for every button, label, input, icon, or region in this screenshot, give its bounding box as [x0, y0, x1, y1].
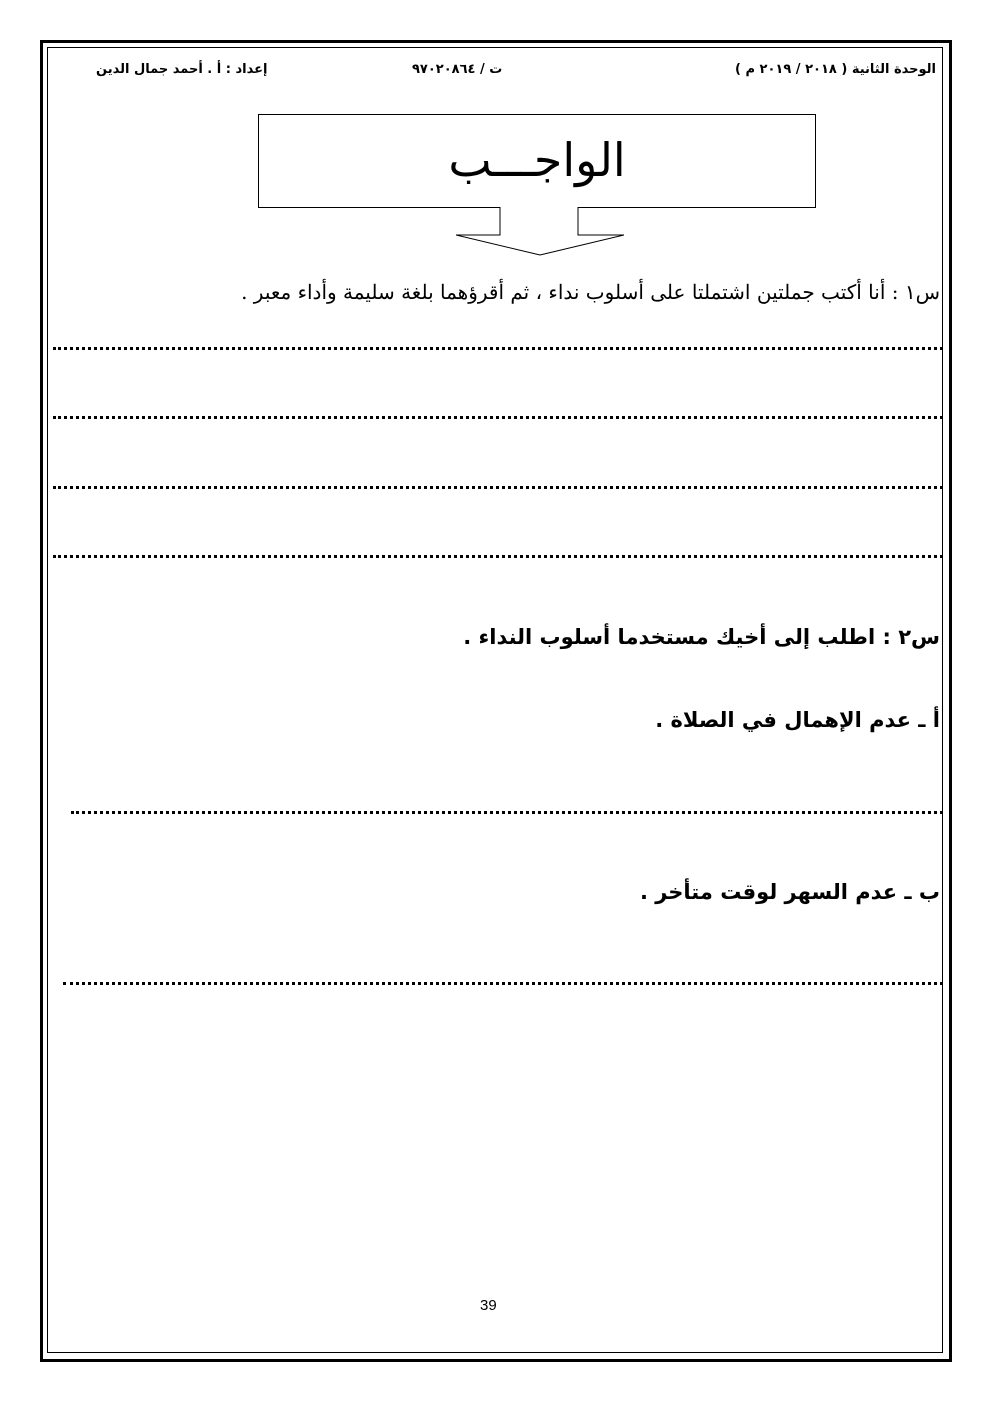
title-box: [258, 114, 816, 208]
answer-line[interactable]: [63, 982, 943, 985]
answer-line[interactable]: [53, 347, 943, 350]
question-2: س٢ : اطلب إلى أخيك مستخدما أسلوب النداء .: [463, 625, 940, 649]
question-1: س١ : أنا أكتب جملتين اشتملتا على أسلوب نداء ، ثم أقرؤهما بلغة سليمة وأداء معبر .: [241, 280, 940, 304]
answer-line[interactable]: [53, 555, 943, 558]
header-unit: الوحدة الثانية ( ٢٠١٨ / ٢٠١٩ م ): [734, 62, 936, 77]
down-arrow-icon: [456, 207, 624, 257]
header-author: إعداد : أ . أحمد جمال الدين: [96, 62, 268, 77]
question-2-part-b: ب ـ عدم السهر لوقت متأخر .: [639, 880, 940, 904]
answer-line[interactable]: [53, 416, 943, 419]
page-number: 39: [480, 1297, 497, 1314]
answer-line[interactable]: [53, 486, 943, 489]
answer-line[interactable]: [71, 811, 943, 814]
header-phone: ت / ٩٧٠٢٠٨٦٤: [412, 62, 503, 77]
question-2-part-a: أ ـ عدم الإهمال في الصلاة .: [655, 708, 940, 732]
page-title: الواجـــب: [448, 133, 626, 187]
